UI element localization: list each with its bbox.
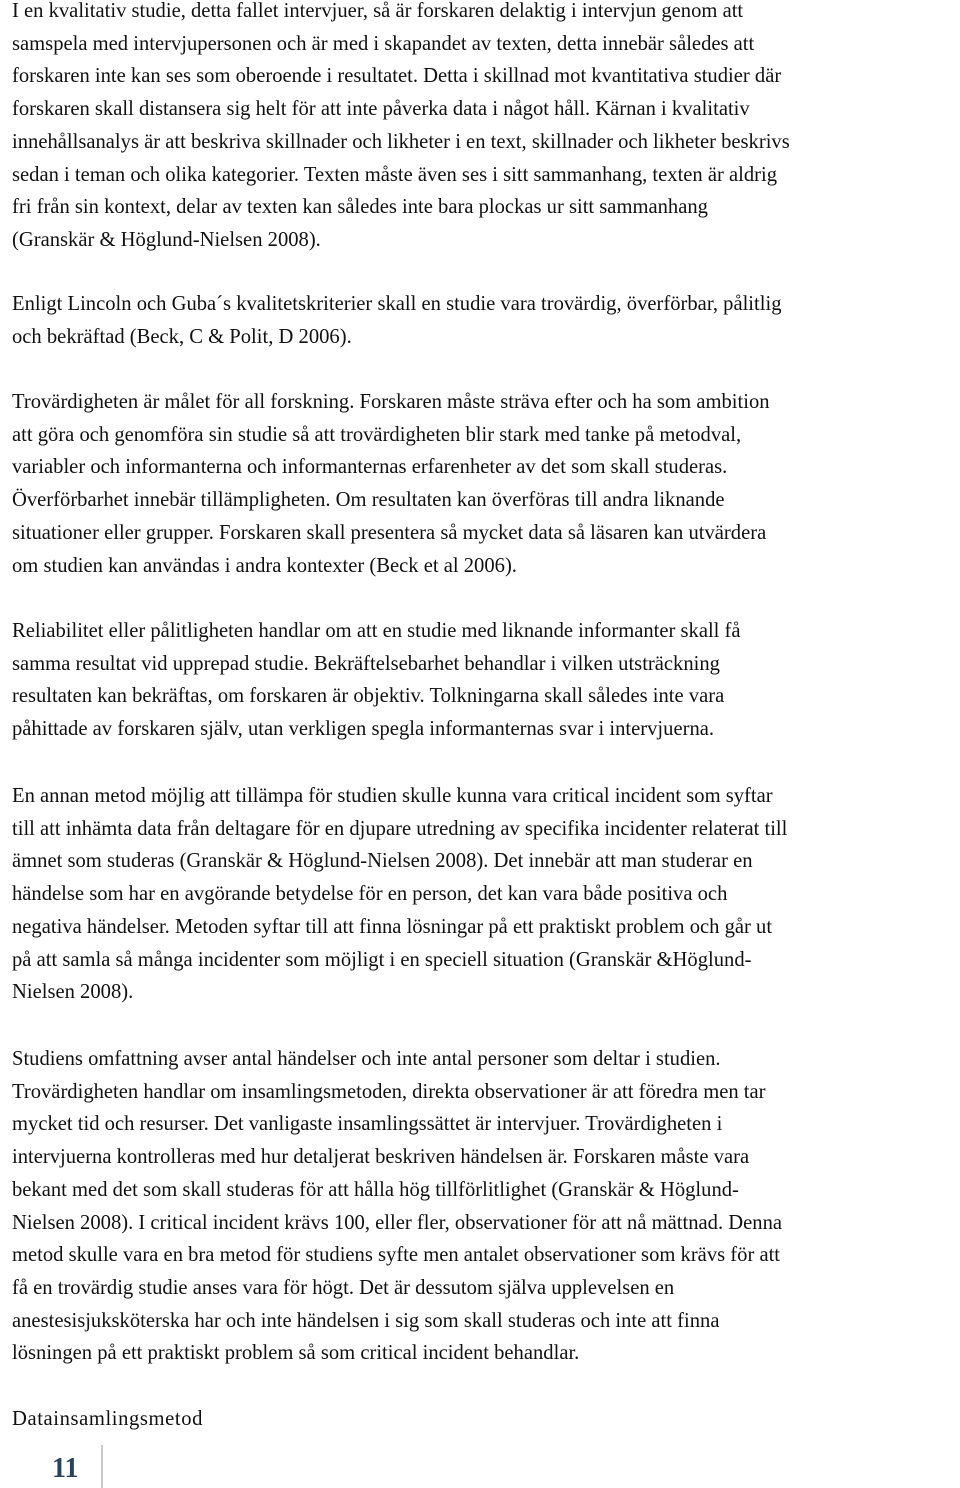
text-line: få en trovärdig studie anses vara för högt. Det är dessutom själva upplevelsen en: [12, 1276, 675, 1299]
text-line: händelse som har en avgörande betydelse för en person, det kan vara både positiva och: [12, 883, 728, 906]
page-footer: [0, 1440, 960, 1488]
text-line: Enligt Lincoln och Guba´s kvalitetskriterier skall en studie vara trovärdig, överförbar, pålitlig: [12, 293, 782, 315]
text-line: samma resultat vid upprepad studie. Bekräftelsebarhet behandlar i vilken utsträckning: [12, 652, 720, 675]
text-line: Nielsen 2008).: [12, 981, 134, 1004]
paragraph-study-scope: [12, 1043, 782, 1370]
text-line: mycket tid och resurser. Det vanligaste insamlingssättet är intervjuer. Trovärdigheten i: [12, 1113, 723, 1136]
text-line: metod skulle vara en bra metod för studiens syfte men antalet observationer som krävs för att: [12, 1244, 781, 1267]
text-line: innehållsanalys är att beskriva skillnader och likheter i en text, skillnader och likheter beskrivs: [12, 130, 790, 153]
text-line: variabler och informanterna och informanternas erfarenheter av det som skall studeras.: [12, 456, 728, 479]
text-line: ämnet som studeras (Granskär & Höglund-Nielsen 2008). Det innebär att man studerar en: [12, 850, 753, 873]
text-line: intervjuerna kontrolleras med hur detaljerat beskriven händelsen är. Forskaren måste vara: [12, 1146, 750, 1169]
text-line: på att samla så många incidenter som möjligt i en speciell situation (Granskär &Höglund-: [12, 948, 752, 971]
text-line: lösningen på ett praktiskt problem så som critical incident behandlar.: [12, 1342, 580, 1365]
text-line: Trovärdigheten handlar om insamlingsmetoden, direkta observationer är att föredra men tar: [12, 1080, 766, 1103]
footer-divider: [101, 1445, 103, 1488]
text-line: negativa händelser. Metoden syftar till att finna lösningar på ett praktiskt problem och går ut: [12, 915, 773, 938]
text-line: och bekräftad (Beck, C & Polit, D 2006).: [12, 325, 352, 348]
text-line: sedan i teman och olika kategorier. Texten måste även ses i sitt sammanhang, texten är aldrig: [12, 163, 778, 186]
text-line: situationer eller grupper. Forskaren skall presentera så mycket data så läsaren kan utvärdera: [12, 521, 767, 544]
paragraph-critical-incident: [12, 780, 787, 1009]
text-line: Studiens omfattning avser antal händelser och inte antal personer som deltar i studien.: [12, 1048, 721, 1070]
text-line: till att inhämta data från deltagare för en djupare utredning av specifika incidenter relaterat till: [12, 817, 788, 840]
paragraph-reliability: [12, 615, 741, 746]
text-line: I en kvalitativ studie, detta fallet intervjuer, så är forskaren delaktig i intervjun genom att: [12, 0, 744, 22]
text-line: Överförbarhet innebär tillämpligheten. Om resultaten kan överföras till andra liknande: [12, 489, 725, 512]
page-number: 11: [52, 1453, 79, 1484]
section-heading: Datainsamlingsmetod: [12, 1408, 203, 1430]
text-line: Reliabilitet eller pålitligheten handlar om att en studie med liknande informanter skall få: [12, 620, 741, 642]
text-line: om studien kan användas i andra kontexter (Beck et al 2006).: [12, 554, 517, 577]
paragraph-quality-criteria: [12, 288, 782, 353]
text-line: Nielsen 2008). I critical incident krävs 100, eller fler, observationer för att nå mättnad. Denna: [12, 1211, 783, 1234]
text-line: Trovärdigheten är målet för all forskning. Forskaren måste sträva efter och ha som ambition: [12, 391, 770, 413]
paragraph-trustworthiness: [12, 386, 770, 582]
text-line: forskaren skall distansera sig helt för att inte påverka data i något håll. Kärnan i kvalitativ: [12, 98, 750, 121]
text-line: samspela med intervjupersonen och är med i skapandet av texten, detta innebär således att: [12, 32, 755, 55]
text-line: anestesisjuksköterska har och inte händelsen i sig som skall studeras och inte att finna: [12, 1309, 720, 1332]
text-line: (Granskär & Höglund-Nielsen 2008).: [12, 228, 321, 251]
text-line: påhittade av forskaren själv, utan verkligen spegla informanternas svar i intervjuerna.: [12, 718, 715, 741]
text-line: En annan metod möjlig att tillämpa för studien skulle kunna vara critical incident som syftar: [12, 785, 773, 807]
text-line: bekant med det som skall studeras för att hålla hög tillförlitlighet (Granskär & Höglund-: [12, 1178, 739, 1201]
text-line: forskaren inte kan ses som oberoende i resultatet. Detta i skillnad mot kvantitativa studier där: [12, 65, 782, 88]
paragraph-qualitative-study: [12, 0, 790, 257]
text-line: resultaten kan bekräftas, om forskaren är objektiv. Tolkningarna skall således inte vara: [12, 685, 725, 708]
text-line: att göra och genomföra sin studie så att trovärdigheten blir stark med tanke på metodval,: [12, 423, 742, 446]
text-line: fri från sin kontext, delar av texten kan således inte bara plockas ur sitt sammanhang: [12, 196, 708, 219]
